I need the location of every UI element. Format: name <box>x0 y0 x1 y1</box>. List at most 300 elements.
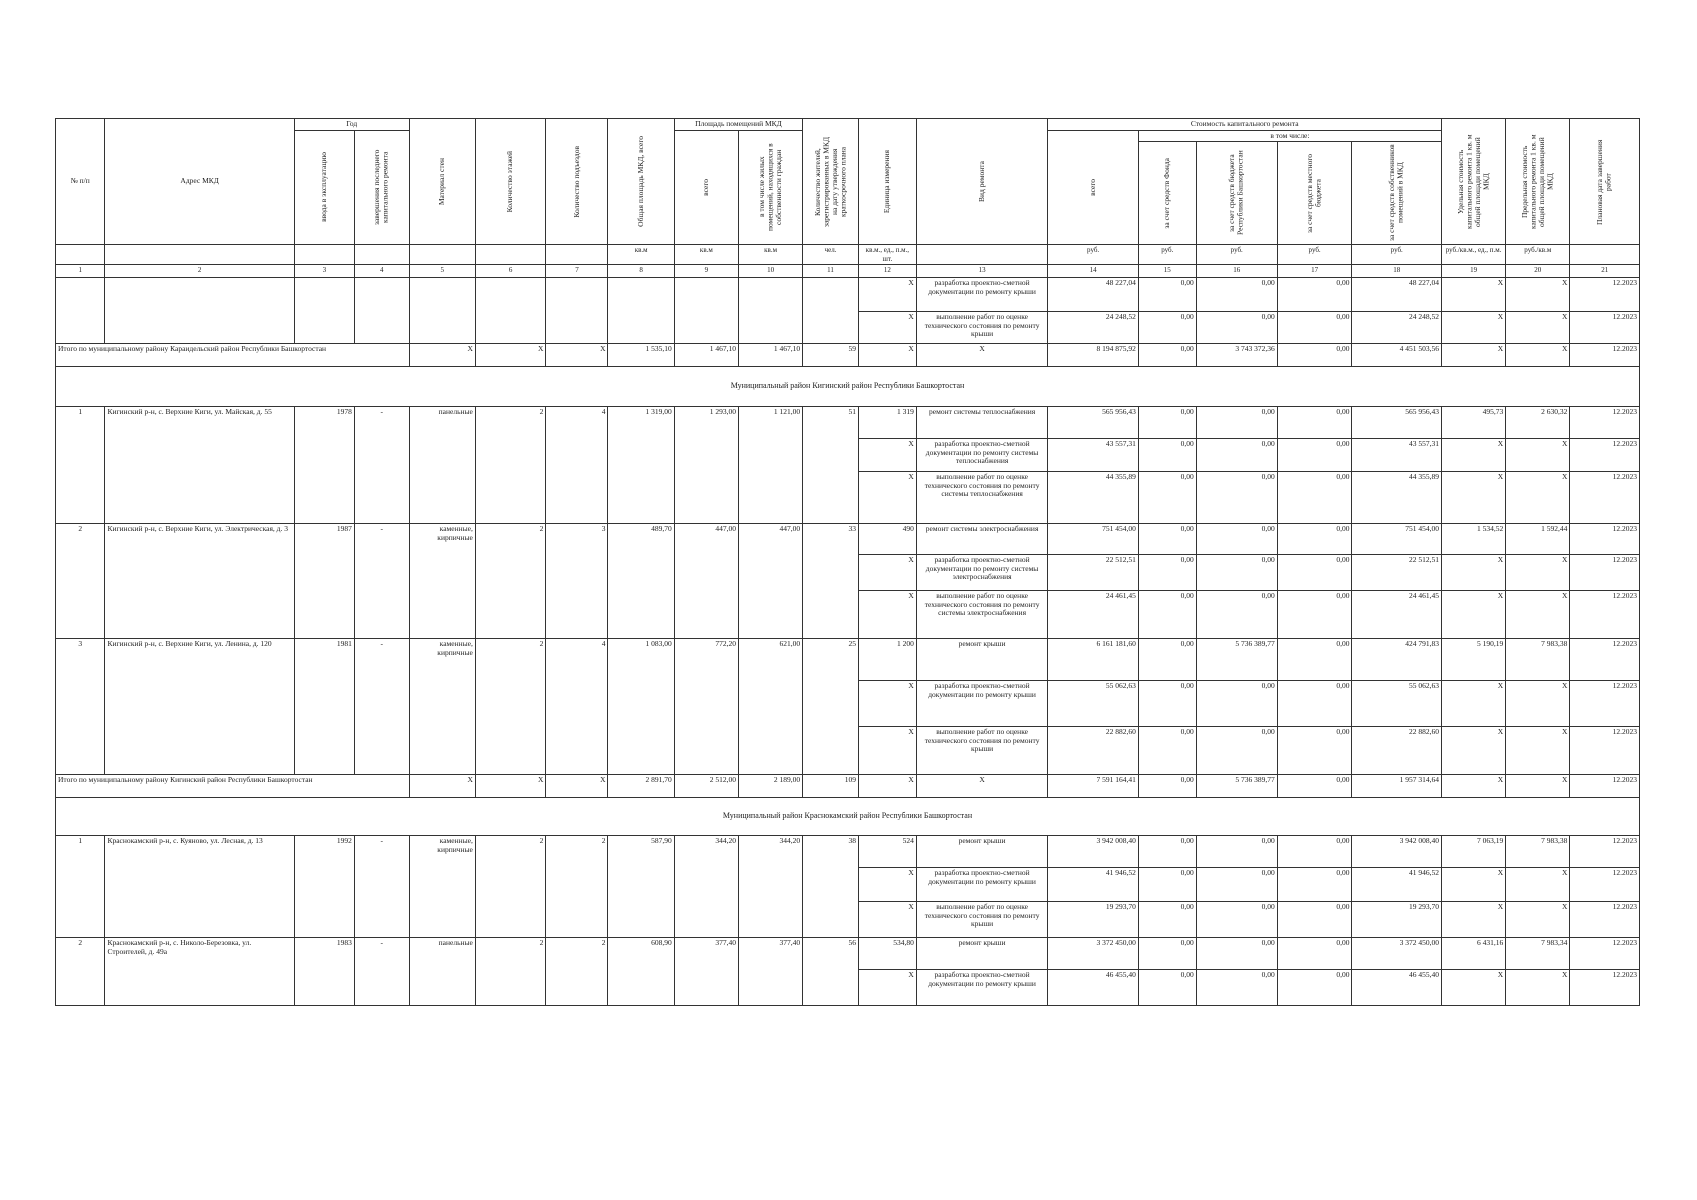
unit-cost-cell: X <box>1442 868 1506 902</box>
residents-cell: 56 <box>803 938 859 1006</box>
cost-owners-cell: 3 372 450,00 <box>1352 938 1442 970</box>
unit-cost-cell: X <box>1442 472 1506 524</box>
max-cost-cell: 2 630,32 <box>1506 407 1570 439</box>
total-cell: 4 451 503,56 <box>1352 344 1442 367</box>
cost-local-cell: 0,00 <box>1277 970 1352 1006</box>
unit-cell: X <box>858 902 916 938</box>
entrances-cell: 4 <box>546 407 608 524</box>
col-number: 20 <box>1506 265 1570 278</box>
plan-date-cell: 12.2023 <box>1570 639 1640 681</box>
col-number: 8 <box>608 265 674 278</box>
header-commission-year: ввода в эксплуатацию <box>294 130 354 245</box>
unit-cost-cell: X <box>1442 278 1506 312</box>
plan-date-cell: 12.2023 <box>1570 868 1640 902</box>
unit-cost-cell: X <box>1442 727 1506 775</box>
col-number: 6 <box>475 265 546 278</box>
max-cost-cell: X <box>1506 312 1570 344</box>
header-address: Адрес МКД <box>105 119 294 245</box>
cost-local-cell: 0,00 <box>1277 555 1352 591</box>
cost-rb-cell: 0,00 <box>1196 902 1277 938</box>
total-cell: X <box>1506 344 1570 367</box>
plan-date-cell: 12.2023 <box>1570 681 1640 727</box>
unit-cell: руб. <box>1196 245 1277 265</box>
owned-area-cell: 1 121,00 <box>738 407 802 524</box>
total-cell: X <box>409 344 475 367</box>
max-cost-cell: 7 983,38 <box>1506 639 1570 681</box>
row-number: 3 <box>56 639 105 775</box>
cost-fund-cell: 0,00 <box>1138 591 1196 639</box>
year-cell: 1983 <box>294 938 354 1006</box>
header-year-group: Год <box>294 119 409 131</box>
area-cell: 772,20 <box>674 639 738 775</box>
unit-cost-cell: 6 431,16 <box>1442 938 1506 970</box>
header-fund: за счет средств Фонда <box>1138 142 1196 245</box>
cost-rb-cell: 0,00 <box>1196 555 1277 591</box>
unit-cell: X <box>858 312 916 344</box>
col-number: 5 <box>409 265 475 278</box>
unit-cost-cell: X <box>1442 681 1506 727</box>
cost-owners-cell: 424 791,83 <box>1352 639 1442 681</box>
total-cell: 3 743 372,36 <box>1196 344 1277 367</box>
unit-cell: 1 319 <box>858 407 916 439</box>
unit-cost-cell: 1 534,52 <box>1442 524 1506 555</box>
unit-cell: 534,80 <box>858 938 916 970</box>
total-cell: X <box>475 344 546 367</box>
repair-type-cell: ремонт системы электроснабжения <box>916 524 1048 555</box>
row-number: 2 <box>56 938 105 1006</box>
cost-rb-cell: 5 736 389,77 <box>1196 639 1277 681</box>
floors-cell: 2 <box>475 639 546 775</box>
owned-area-cell: 377,40 <box>738 938 802 1006</box>
repair-type-cell: разработка проектно-сметной документации по ремонту системы электроснабжения <box>916 555 1048 591</box>
cost-total-cell: 3 942 008,40 <box>1048 836 1139 868</box>
cost-fund-cell: 0,00 <box>1138 970 1196 1006</box>
cost-local-cell: 0,00 <box>1277 439 1352 472</box>
cost-local-cell: 0,00 <box>1277 524 1352 555</box>
max-cost-cell: X <box>1506 902 1570 938</box>
col-number: 18 <box>1352 265 1442 278</box>
cost-owners-cell: 46 455,40 <box>1352 970 1442 1006</box>
unit-cell: X <box>858 591 916 639</box>
total-cell: 2 891,70 <box>608 775 674 798</box>
cost-rb-cell: 0,00 <box>1196 472 1277 524</box>
unit-cost-cell: X <box>1442 555 1506 591</box>
cost-local-cell: 0,00 <box>1277 591 1352 639</box>
cost-total-cell: 6 161 181,60 <box>1048 639 1139 681</box>
row-number: 2 <box>56 524 105 639</box>
plan-date-cell: 12.2023 <box>1570 591 1640 639</box>
repair-type-cell: ремонт крыши <box>916 938 1048 970</box>
unit-cell: руб./кв.м <box>1506 245 1570 265</box>
unit-cell: X <box>858 278 916 312</box>
year-cell: 1987 <box>294 524 354 639</box>
entrances-cell: 2 <box>546 836 608 938</box>
unit-cell: руб. <box>1277 245 1352 265</box>
cost-fund-cell: 0,00 <box>1138 681 1196 727</box>
unit-cost-cell: 5 190,19 <box>1442 639 1506 681</box>
residents-cell: 25 <box>803 639 859 775</box>
total-cell: 2 189,00 <box>738 775 802 798</box>
cost-owners-cell: 565 956,43 <box>1352 407 1442 439</box>
max-cost-cell: 7 983,34 <box>1506 938 1570 970</box>
header-row-1 <box>56 119 1640 131</box>
unit-cell: кв.м <box>674 245 738 265</box>
cost-total-cell: 55 062,63 <box>1048 681 1139 727</box>
header-residents: Количество жителей, зарегистрированных в МКД на дату утверждения краткосрочного плана <box>803 119 859 245</box>
unit-cost-cell: X <box>1442 312 1506 344</box>
entrances-cell: 4 <box>546 639 608 775</box>
cost-total-cell: 44 355,89 <box>1048 472 1139 524</box>
material-cell: каменные, кирпичные <box>409 524 475 639</box>
address-cell: Кигинский р-н, с. Верхние Киги, ул. Ленина, д. 120 <box>105 639 294 775</box>
residents-cell: 51 <box>803 407 859 524</box>
last-repair-cell: - <box>354 938 409 1006</box>
repair-type-cell: выполнение работ по оценке технического состояния по ремонту системы теплоснабжения <box>916 472 1048 524</box>
row-number: 1 <box>56 836 105 938</box>
cost-owners-cell: 751 454,00 <box>1352 524 1442 555</box>
max-cost-cell: X <box>1506 555 1570 591</box>
unit-cell: X <box>858 868 916 902</box>
area-cell: 1 293,00 <box>674 407 738 524</box>
cost-total-cell: 22 512,51 <box>1048 555 1139 591</box>
year-cell: 1981 <box>294 639 354 775</box>
max-cost-cell: X <box>1506 278 1570 312</box>
cost-local-cell: 0,00 <box>1277 681 1352 727</box>
total-cell: 1 957 314,64 <box>1352 775 1442 798</box>
total-cell: 7 591 164,41 <box>1048 775 1139 798</box>
owned-area-cell: 447,00 <box>738 524 802 639</box>
col-number: 3 <box>294 265 354 278</box>
unit-cost-cell: X <box>1442 591 1506 639</box>
cost-total-cell: 43 557,31 <box>1048 439 1139 472</box>
header-area-owned: в том числе жилых помещений, находящихся в собственности граждан <box>738 130 802 245</box>
col-number: 2 <box>105 265 294 278</box>
max-cost-cell: X <box>1506 439 1570 472</box>
total-cell: 1 467,10 <box>738 344 802 367</box>
plan-date-cell: 12.2023 <box>1570 312 1640 344</box>
unit-cell: X <box>858 727 916 775</box>
unit-cell: руб. <box>1352 245 1442 265</box>
plan-date-cell: 12.2023 <box>1570 555 1640 591</box>
plan-date-cell: 12.2023 <box>1570 472 1640 524</box>
unit-cell: X <box>858 439 916 472</box>
cost-rb-cell: 0,00 <box>1196 312 1277 344</box>
cost-fund-cell: 0,00 <box>1138 902 1196 938</box>
material-cell: каменные, кирпичные <box>409 836 475 938</box>
owned-area-cell: 621,00 <box>738 639 802 775</box>
table-row <box>56 836 1640 868</box>
total-area-cell: 587,90 <box>608 836 674 938</box>
district-total-row <box>56 344 1640 367</box>
address-cell: Кигинский р-н, с. Верхние Киги, ул. Майская, д. 55 <box>105 407 294 524</box>
cost-rb-cell: 0,00 <box>1196 524 1277 555</box>
cost-fund-cell: 0,00 <box>1138 407 1196 439</box>
cost-rb-cell: 0,00 <box>1196 681 1277 727</box>
unit-cell: 1 200 <box>858 639 916 681</box>
total-cell: X <box>1506 775 1570 798</box>
cost-fund-cell: 0,00 <box>1138 439 1196 472</box>
unit-cell: X <box>858 472 916 524</box>
cost-local-cell: 0,00 <box>1277 902 1352 938</box>
repair-type-cell: выполнение работ по оценке технического состояния по ремонту системы электроснабжения <box>916 591 1048 639</box>
header-floors: Количество этажей <box>475 119 546 245</box>
total-label: Итого по муниципальному району Кигинский район Республики Башкортостан <box>56 775 410 798</box>
total-cell: X <box>858 775 916 798</box>
material-cell: панельные <box>409 938 475 1006</box>
cost-rb-cell: 0,00 <box>1196 970 1277 1006</box>
cost-rb-cell: 0,00 <box>1196 407 1277 439</box>
cost-fund-cell: 0,00 <box>1138 278 1196 312</box>
table-row <box>56 639 1640 681</box>
residents-cell: 38 <box>803 836 859 938</box>
cost-owners-cell: 24 248,52 <box>1352 312 1442 344</box>
area-cell: 377,40 <box>674 938 738 1006</box>
plan-date-cell: 12.2023 <box>1570 836 1640 868</box>
repair-type-cell: выполнение работ по оценке технического состояния по ремонту крыши <box>916 902 1048 938</box>
cost-fund-cell: 0,00 <box>1138 555 1196 591</box>
unit-cell: кв.м., ед., п.м., шт. <box>858 245 916 265</box>
header-unit-cost: Удельная стоимость капитального ремонта 1 кв. м общей площади помещений МКД <box>1442 119 1506 245</box>
cost-owners-cell: 22 882,60 <box>1352 727 1442 775</box>
floors-cell: 2 <box>475 938 546 1006</box>
repair-type-cell: разработка проектно-сметной документации по ремонту крыши <box>916 278 1048 312</box>
header-wall-material: Материал стен <box>409 119 475 245</box>
header-entrances: Количество подъездов <box>546 119 608 245</box>
cost-fund-cell: 0,00 <box>1138 524 1196 555</box>
repair-plan-table <box>55 118 1640 1006</box>
cost-total-cell: 3 372 450,00 <box>1048 938 1139 970</box>
cost-rb-cell: 0,00 <box>1196 439 1277 472</box>
plan-date-cell: 12.2023 <box>1570 970 1640 1006</box>
cost-local-cell: 0,00 <box>1277 472 1352 524</box>
total-cell: 12.2023 <box>1570 775 1640 798</box>
total-cell: 0,00 <box>1138 775 1196 798</box>
cost-total-cell: 24 248,52 <box>1048 312 1139 344</box>
plan-date-cell: 12.2023 <box>1570 439 1640 472</box>
cost-rb-cell: 0,00 <box>1196 836 1277 868</box>
col-number: 21 <box>1570 265 1640 278</box>
district-title: Муниципальный район Кигинский район Республики Башкортостан <box>56 367 1640 407</box>
area-cell: 344,20 <box>674 836 738 938</box>
col-number: 4 <box>354 265 409 278</box>
district-total-row <box>56 775 1640 798</box>
cost-local-cell: 0,00 <box>1277 868 1352 902</box>
cost-fund-cell: 0,00 <box>1138 639 1196 681</box>
total-area-cell: 1 319,00 <box>608 407 674 524</box>
cost-owners-cell: 44 355,89 <box>1352 472 1442 524</box>
column-numbers-row <box>56 265 1640 278</box>
last-repair-cell: - <box>354 524 409 639</box>
repair-type-cell: ремонт крыши <box>916 639 1048 681</box>
total-cell: 109 <box>803 775 859 798</box>
max-cost-cell: X <box>1506 727 1570 775</box>
cost-total-cell: 19 293,70 <box>1048 902 1139 938</box>
total-cell: X <box>409 775 475 798</box>
total-cell: 59 <box>803 344 859 367</box>
total-cell: 12.2023 <box>1570 344 1640 367</box>
col-number: 9 <box>674 265 738 278</box>
max-cost-cell: X <box>1506 681 1570 727</box>
total-cell: 0,00 <box>1277 344 1352 367</box>
address-cell: Краснокамский р-н, с. Николо-Березовка, ул. Строителей, д. 49а <box>105 938 294 1006</box>
cost-fund-cell: 0,00 <box>1138 727 1196 775</box>
total-cell: 1 467,10 <box>674 344 738 367</box>
cost-owners-cell: 41 946,52 <box>1352 868 1442 902</box>
total-label: Итого по муниципальному району Караидельский район Республики Башкортостан <box>56 344 410 367</box>
unit-cell: 490 <box>858 524 916 555</box>
col-number: 12 <box>858 265 916 278</box>
header-cost-group: Стоимость капитального ремонта <box>1048 119 1442 131</box>
total-cell: X <box>546 775 608 798</box>
cost-local-cell: 0,00 <box>1277 639 1352 681</box>
cost-fund-cell: 0,00 <box>1138 938 1196 970</box>
cost-rb-cell: 0,00 <box>1196 938 1277 970</box>
cost-total-cell: 46 455,40 <box>1048 970 1139 1006</box>
row-number: 1 <box>56 407 105 524</box>
last-repair-cell: - <box>354 407 409 524</box>
col-number: 15 <box>1138 265 1196 278</box>
header-last-repair-year: завершения последнего капитального ремонта <box>354 130 409 245</box>
unit-cell: руб. <box>1048 245 1139 265</box>
repair-type-cell: разработка проектно-сметной документации по ремонту крыши <box>916 681 1048 727</box>
total-cell: 0,00 <box>1277 775 1352 798</box>
last-repair-cell: - <box>354 836 409 938</box>
header-num: № п/п <box>56 119 105 245</box>
cost-fund-cell: 0,00 <box>1138 312 1196 344</box>
max-cost-cell: X <box>1506 970 1570 1006</box>
unit-cell: руб./кв.м., ед., п.м. <box>1442 245 1506 265</box>
address-cell: Краснокамский р-н, с. Куяново, ул. Лесная, д. 13 <box>105 836 294 938</box>
owned-area-cell: 344,20 <box>738 836 802 938</box>
cost-owners-cell: 24 461,45 <box>1352 591 1442 639</box>
header-units-row <box>56 245 1640 265</box>
cost-rb-cell: 0,00 <box>1196 868 1277 902</box>
cost-rb-cell: 0,00 <box>1196 591 1277 639</box>
col-number: 7 <box>546 265 608 278</box>
cost-fund-cell: 0,00 <box>1138 472 1196 524</box>
plan-date-cell: 12.2023 <box>1570 938 1640 970</box>
total-cell: X <box>546 344 608 367</box>
district-section-row <box>56 367 1640 407</box>
total-cell: X <box>916 775 1048 798</box>
total-cell: 2 512,00 <box>674 775 738 798</box>
cost-total-cell: 48 227,04 <box>1048 278 1139 312</box>
entrances-cell: 2 <box>546 938 608 1006</box>
entrances-cell: 3 <box>546 524 608 639</box>
table-row <box>56 524 1640 555</box>
col-number: 16 <box>1196 265 1277 278</box>
plan-date-cell: 12.2023 <box>1570 524 1640 555</box>
repair-type-cell: выполнение работ по оценке технического состояния по ремонту крыши <box>916 727 1048 775</box>
max-cost-cell: X <box>1506 472 1570 524</box>
cost-local-cell: 0,00 <box>1277 278 1352 312</box>
floors-cell: 2 <box>475 524 546 639</box>
last-repair-cell: - <box>354 639 409 775</box>
cost-owners-cell: 22 512,51 <box>1352 555 1442 591</box>
cost-total-cell: 751 454,00 <box>1048 524 1139 555</box>
plan-date-cell: 12.2023 <box>1570 407 1640 439</box>
header-unit: Единица измерения <box>858 119 916 245</box>
unit-cell: 524 <box>858 836 916 868</box>
total-cell: X <box>1442 775 1506 798</box>
residents-cell: 33 <box>803 524 859 639</box>
total-cell: 5 736 389,77 <box>1196 775 1277 798</box>
header-local-budget: за счет средств местного бюджета <box>1277 142 1352 245</box>
unit-cost-cell: X <box>1442 970 1506 1006</box>
unit-cell: кв.м <box>738 245 802 265</box>
area-cell: 447,00 <box>674 524 738 639</box>
cost-local-cell: 0,00 <box>1277 727 1352 775</box>
total-cell: 0,00 <box>1138 344 1196 367</box>
table-row <box>56 278 1640 312</box>
cost-rb-cell: 0,00 <box>1196 278 1277 312</box>
unit-cell: X <box>858 555 916 591</box>
header-area-total: всего <box>674 130 738 245</box>
repair-type-cell: ремонт крыши <box>916 836 1048 868</box>
header-total-area: Общая площадь МКД, всего <box>608 119 674 245</box>
cost-rb-cell: 0,00 <box>1196 727 1277 775</box>
material-cell: панельные <box>409 407 475 524</box>
max-cost-cell: 7 983,38 <box>1506 836 1570 868</box>
plan-date-cell: 12.2023 <box>1570 902 1640 938</box>
district-section-row <box>56 798 1640 836</box>
total-cell: X <box>475 775 546 798</box>
cost-owners-cell: 43 557,31 <box>1352 439 1442 472</box>
table-row <box>56 407 1640 439</box>
cost-local-cell: 0,00 <box>1277 407 1352 439</box>
cost-local-cell: 0,00 <box>1277 836 1352 868</box>
cost-fund-cell: 0,00 <box>1138 868 1196 902</box>
unit-cell: чел. <box>803 245 859 265</box>
header-owners: за счет средств собственников помещений в МКД <box>1352 142 1442 245</box>
cost-local-cell: 0,00 <box>1277 938 1352 970</box>
plan-date-cell: 12.2023 <box>1570 278 1640 312</box>
repair-type-cell: ремонт системы теплоснабжения <box>916 407 1048 439</box>
total-area-cell: 1 083,00 <box>608 639 674 775</box>
total-area-cell: 489,70 <box>608 524 674 639</box>
total-cell: 8 194 875,92 <box>1048 344 1139 367</box>
header-rb-budget: за счет средств бюджета Республики Башкортостан <box>1196 142 1277 245</box>
col-number: 17 <box>1277 265 1352 278</box>
header-repair-type: Вид ремонта <box>916 119 1048 245</box>
unit-cell: кв.м <box>608 245 674 265</box>
material-cell: каменные, кирпичные <box>409 639 475 775</box>
unit-cost-cell: X <box>1442 902 1506 938</box>
plan-date-cell: 12.2023 <box>1570 727 1640 775</box>
repair-plan-table-sheet <box>55 118 1640 1006</box>
max-cost-cell: X <box>1506 591 1570 639</box>
unit-cell: X <box>858 970 916 1006</box>
address-cell: Кигинский р-н, с. Верхние Киги, ул. Электрическая, д. 3 <box>105 524 294 639</box>
floors-cell: 2 <box>475 836 546 938</box>
col-number: 14 <box>1048 265 1139 278</box>
unit-cost-cell: 495,73 <box>1442 407 1506 439</box>
header-area-group: Площадь помещений МКД <box>674 119 802 131</box>
col-number: 10 <box>738 265 802 278</box>
max-cost-cell: 1 592,44 <box>1506 524 1570 555</box>
cost-total-cell: 24 461,45 <box>1048 591 1139 639</box>
cost-total-cell: 565 956,43 <box>1048 407 1139 439</box>
repair-type-cell: выполнение работ по оценке технического состояния по ремонту крыши <box>916 312 1048 344</box>
col-number: 19 <box>1442 265 1506 278</box>
header-max-cost: Предельная стоимость капитального ремонта 1 кв. м общей площади помещений МКД <box>1506 119 1570 245</box>
year-cell: 1978 <box>294 407 354 524</box>
table-row <box>56 938 1640 970</box>
unit-cost-cell: X <box>1442 439 1506 472</box>
total-area-cell: 608,90 <box>608 938 674 1006</box>
total-cell: X <box>858 344 916 367</box>
unit-cell: X <box>858 681 916 727</box>
